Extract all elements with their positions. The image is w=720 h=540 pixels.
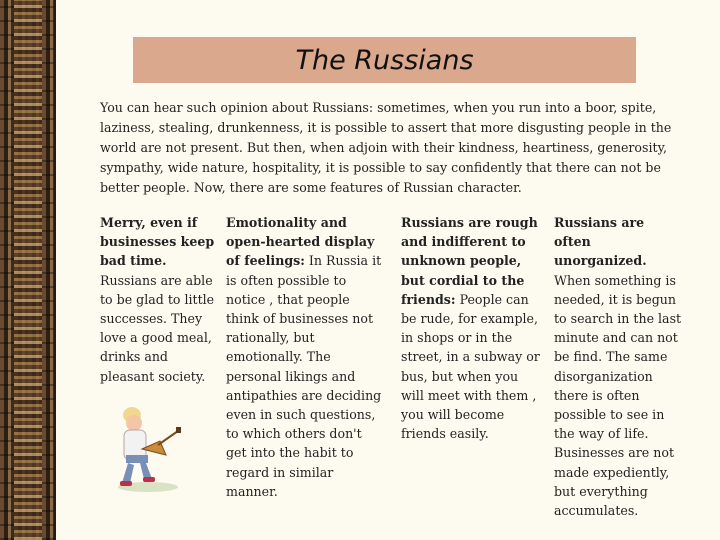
column-unorganized bbox=[554, 213, 684, 520]
intro-paragraph: You can hear such opinion about Russians: sometimes, when you run into a boor, spite, laziness, stealing, drunkenness, it is possible to assert that more disgusting people in the world are not present. But then, when adjoin with their kindness, heartiness, generosity, sympathy, wide nature, hospitality, it is possible to say confidently that there can not be better people. Now, there are some features of Russian character. bbox=[100, 100, 672, 195]
decorative-border bbox=[0, 0, 56, 540]
page-title: The Russians bbox=[295, 44, 474, 76]
title-banner bbox=[133, 37, 636, 83]
balalaika-player-icon bbox=[112, 397, 184, 493]
column-emotionality bbox=[226, 213, 384, 501]
column-rough bbox=[401, 213, 544, 443]
column-heading: Russians are often unorganized. bbox=[554, 215, 647, 269]
column-heading: Merry, even if businesses keep bad time. bbox=[100, 215, 215, 269]
column-body: In Russia it is often possible to notice , that people think of businesses not rationally, but emotionally. The personal likings and antipathies are deciding even in such questions, to which others don't get into the habit to regard in similar manner. bbox=[226, 253, 382, 499]
column-merry bbox=[100, 213, 218, 386]
column-body: Russians are able to be glad to little successes. They love a good meal, drinks and pleasant society. bbox=[100, 272, 215, 384]
column-body: When something is needed, it is begun to search in the last minute and can not be find. The same disorganization there is often possible to see in the way of life. Businesses are not made expediently, but everything accumulates. bbox=[554, 272, 682, 519]
column-heading: Russians are rough and indifferent to unknown people, but cordial to the friends: bbox=[401, 215, 538, 307]
column-body: People can be rude, for example, in shops or in the street, in a subway or bus, but when you will meet with them , you will become friends easily. bbox=[401, 291, 540, 442]
column-heading: Emotionality and open-hearted display of feelings: bbox=[226, 215, 375, 269]
